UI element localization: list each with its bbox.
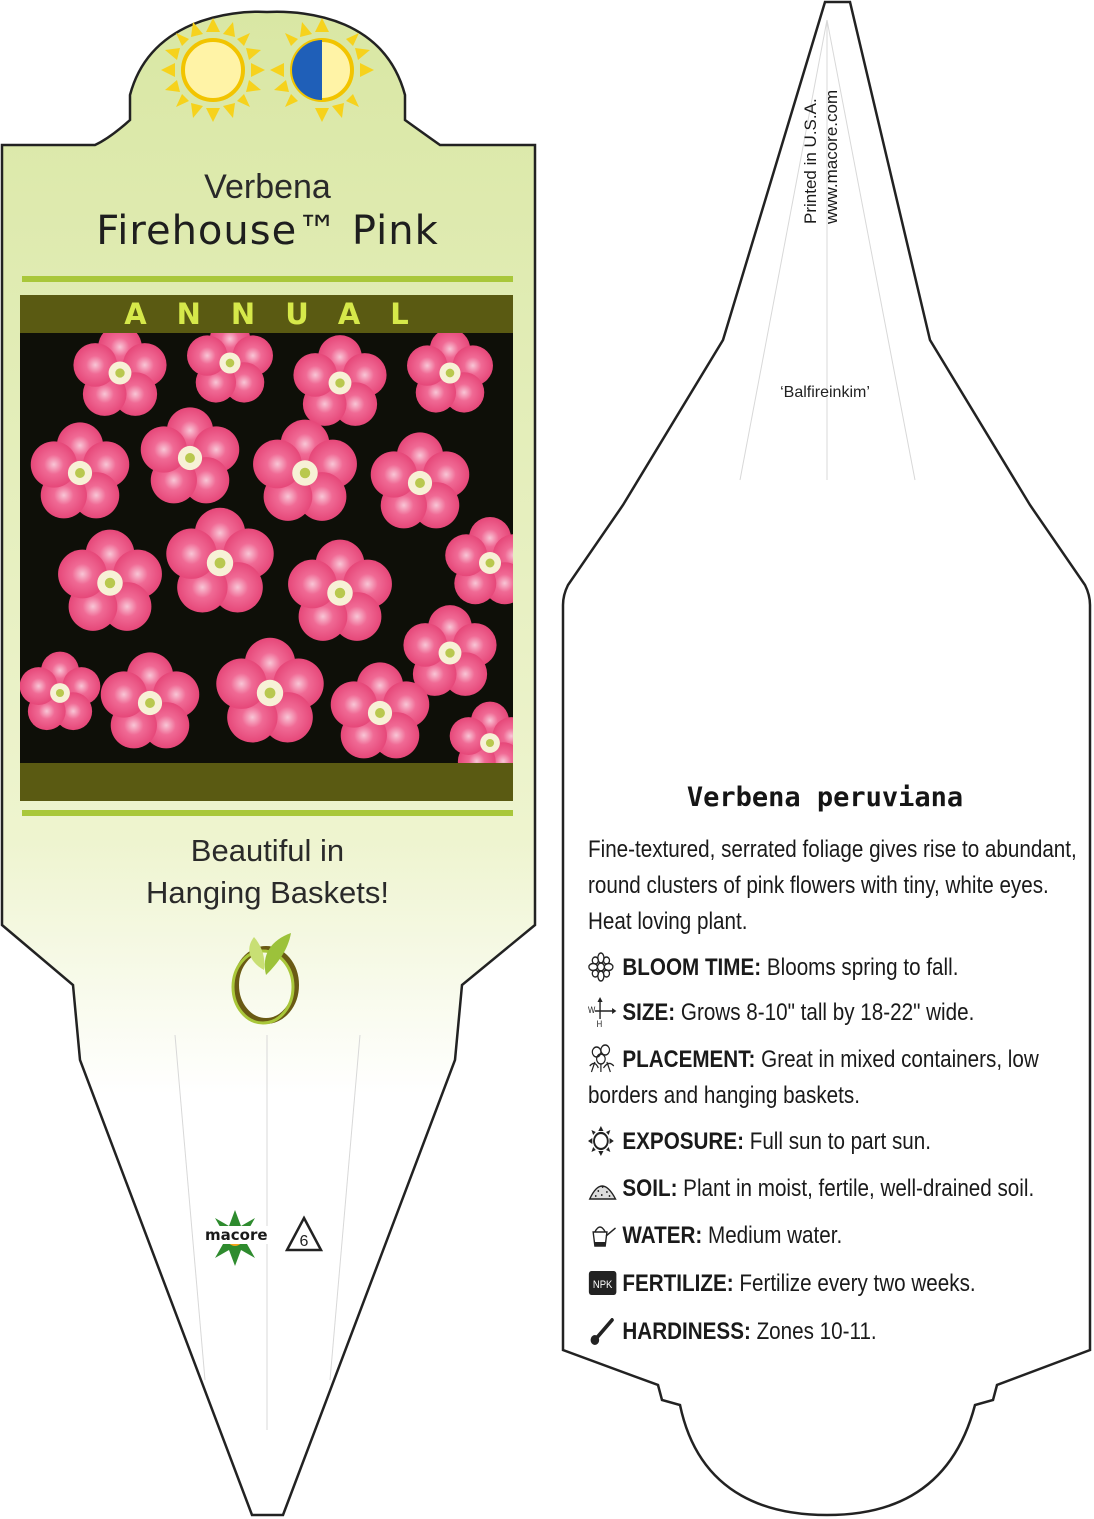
care-exposure [588, 1124, 1087, 1160]
tagline-line-1: Beautiful in [190, 833, 345, 868]
plants-icon [588, 1044, 619, 1074]
size-arrows-icon [588, 997, 619, 1027]
care-text: Zones 10-11. [750, 1318, 877, 1345]
flower-illustration [20, 333, 513, 763]
macore-brand-text: macore [205, 1226, 268, 1244]
care-size [588, 995, 1087, 1031]
recycle-6-icon [284, 1215, 324, 1257]
care-label: SIZE: [622, 999, 676, 1026]
watering-can-icon [588, 1220, 619, 1250]
tagline [0, 830, 535, 914]
care-fertilize [588, 1266, 1087, 1302]
thermometer-icon [588, 1316, 619, 1346]
care-text: Full sun to part sun. [743, 1128, 931, 1155]
plant-description: Fine-textured, serrated foliage gives rise to abundant, round clusters of pink flowers with tiny, white eyes. Heat loving plant. [588, 836, 1077, 935]
flower-blossom [73, 333, 166, 416]
common-name: Verbena [204, 168, 331, 206]
care-text: Plant in moist, fertile, well-drained soil. [677, 1175, 1035, 1202]
flower-photo [20, 333, 513, 763]
variety-name: Firehouse™ Pink [96, 208, 439, 254]
care-text: Great in mixed containers, low borders and hanging baskets. [588, 1046, 1039, 1109]
care-text: Grows 8-10" tall by 18-22" wide. [675, 999, 975, 1026]
svg-text:6: 6 [299, 1233, 309, 1250]
flower-icon [588, 952, 619, 982]
care-hardiness [588, 1314, 1087, 1350]
category-band: ANNUAL [20, 295, 513, 333]
printed-line-2: www.macore.com [822, 89, 841, 224]
care-label: FERTILIZE: [622, 1270, 734, 1297]
flower-blossom [187, 333, 273, 403]
care-text: Medium water. [702, 1222, 843, 1249]
care-water [588, 1218, 1087, 1254]
svg-text:W: W [588, 1004, 596, 1016]
care-placement [588, 1042, 1087, 1114]
printed-info [800, 90, 842, 224]
tagline-line-2: Hanging Baskets! [146, 875, 389, 910]
care-label: HARDINESS: [622, 1318, 751, 1345]
care-text: Blooms spring to fall. [761, 954, 959, 981]
care-text: Fertilize every two weeks. [733, 1270, 976, 1297]
svg-text:H: H [596, 1018, 603, 1027]
botanical-name: Verbena peruviana [686, 782, 964, 813]
care-label: BLOOM TIME: [622, 954, 762, 981]
npk-icon [588, 1268, 619, 1298]
svg-text:NPK: NPK [592, 1279, 613, 1292]
sun-outline-icon [588, 1126, 619, 1156]
care-label: EXPOSURE: [622, 1128, 744, 1155]
photo-bottom-band [20, 763, 513, 801]
care-label: PLACEMENT: [622, 1046, 756, 1073]
care-soil [588, 1171, 1087, 1207]
printed-line-1: Printed in U.S.A. [801, 98, 820, 224]
care-bloom-time [588, 950, 1087, 986]
care-label: WATER: [622, 1222, 703, 1249]
soil-icon [588, 1173, 619, 1203]
care-label: SOIL: [622, 1175, 678, 1202]
cultivar-name: ‘Balfireinkim’ [780, 384, 870, 401]
